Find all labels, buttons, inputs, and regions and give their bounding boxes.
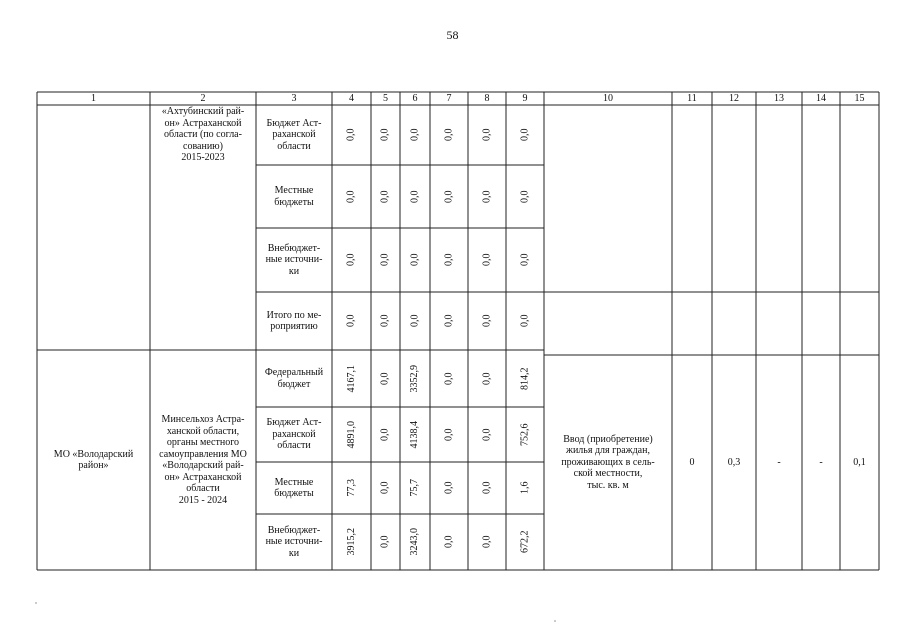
value-cell: 0,0 [519,190,531,203]
value-cell: 0,0 [481,128,493,142]
header-col-6: 6 [412,92,418,104]
value-cell: 0,0 [481,481,493,495]
header-col-12: 12 [729,92,739,104]
value-cell: 672,2 [519,530,531,554]
target-col-15: 0,1 [853,456,866,468]
value-cell: 814,2 [519,367,531,390]
source-cell: Местные бюджеты [274,185,314,208]
value-cell: 0,0 [443,428,455,441]
value-cell: 0,0 [443,190,455,203]
value-cell: 0,0 [443,535,455,549]
target-col-12: 0,3 [727,456,741,468]
header-col-8: 8 [484,92,490,104]
value-cell: 0,0 [379,481,391,495]
value-cell: 0,0 [409,128,421,142]
value-cell: 3352,9 [409,364,421,393]
value-cell: 0,0 [481,314,493,328]
value-cell: 3243,0 [409,528,421,556]
scan-speck [554,620,556,622]
source-cell: Внебюджет- ные источни- ки [265,242,323,277]
value-cell: 0,0 [481,190,493,203]
value-cell: 4891,0 [345,420,357,449]
source-cell: Бюджет Аст- раханской области [266,417,322,452]
target-col-11: 0 [689,456,695,468]
header-col-4: 4 [349,92,354,104]
source-cell: Бюджет Аст- раханской области [266,117,322,152]
value-cell: 0,0 [481,253,493,267]
header-col-5: 5 [383,92,388,104]
value-cell: 0,0 [519,128,531,142]
executor-akhtubinsky: «Ахтубинский рай- он» Астраханской области (по согла- сованию) 2015-2023 [161,106,245,163]
header-col-15: 15 [854,92,865,104]
value-cell: 0,0 [379,314,391,328]
value-cell: 0,0 [481,535,493,549]
source-cell: Местные бюджеты [274,476,314,499]
header-col-3: 3 [291,92,297,104]
value-cell: 4138,4 [409,420,421,449]
indicator-description: Ввод (приобретение) жилья для граждан, проживающих в сель- ской местности, тыс. кв. м [561,433,655,491]
value-cell: 1,6 [519,481,531,495]
value-cell: 0,0 [481,428,493,441]
value-cell: 0,0 [409,314,421,328]
source-cell: Итого по ме- роприятию [266,309,322,332]
header-col-11: 11 [687,92,697,104]
header-col-2: 2 [200,92,206,104]
header-col-14: 14 [816,92,826,104]
municipality-volodarsky: МО «Володарский район» [53,448,134,471]
page-number: 58 [446,28,459,42]
target-col-14: - [819,456,823,468]
value-cell: 0,0 [409,190,421,203]
source-cell: Федеральный бюджет [264,367,324,390]
header-col-1: 1 [91,92,96,104]
header-col-10: 10 [603,92,613,104]
value-cell: 0,0 [345,128,357,142]
value-cell: 0,0 [409,253,421,267]
value-cell: 75,7 [409,479,421,497]
value-cell: 0,0 [379,128,391,142]
value-cell: 4167,1 [345,364,357,393]
value-cell: 0,0 [345,253,357,267]
value-cell: 0,0 [379,428,391,441]
value-cell: 0,0 [379,253,391,267]
value-cell: 0,0 [443,481,455,495]
target-col-13: - [777,456,781,468]
value-cell: 0,0 [443,253,455,267]
header-col-13: 13 [774,92,784,104]
scan-speck [35,602,37,604]
executor-volodarsky: Минсельхоз Астра- ханской области, органы местного самоуправления МО «Володарский рай- он» Астраханской области 2015 - 2024 [159,414,247,506]
value-cell: 0,0 [379,190,391,203]
value-cell: 0,0 [519,253,531,267]
value-cell: 77,3 [345,479,357,497]
header-col-9: 9 [522,92,528,104]
value-cell: 0,0 [345,190,357,203]
value-cell: 0,0 [443,372,455,385]
value-cell: 0,0 [443,314,455,328]
source-cell: Внебюджет- ные источни- ки [265,524,323,559]
value-cell: 0,0 [481,372,493,385]
value-cell: 0,0 [379,535,391,549]
value-cell: 0,0 [379,372,391,385]
header-col-7: 7 [446,92,452,104]
value-cell: 752,6 [519,423,531,446]
value-cell: 0,0 [345,314,357,328]
value-cell: 0,0 [519,314,531,328]
value-cell: 0,0 [443,128,455,142]
value-cell: 3915,2 [345,528,357,556]
